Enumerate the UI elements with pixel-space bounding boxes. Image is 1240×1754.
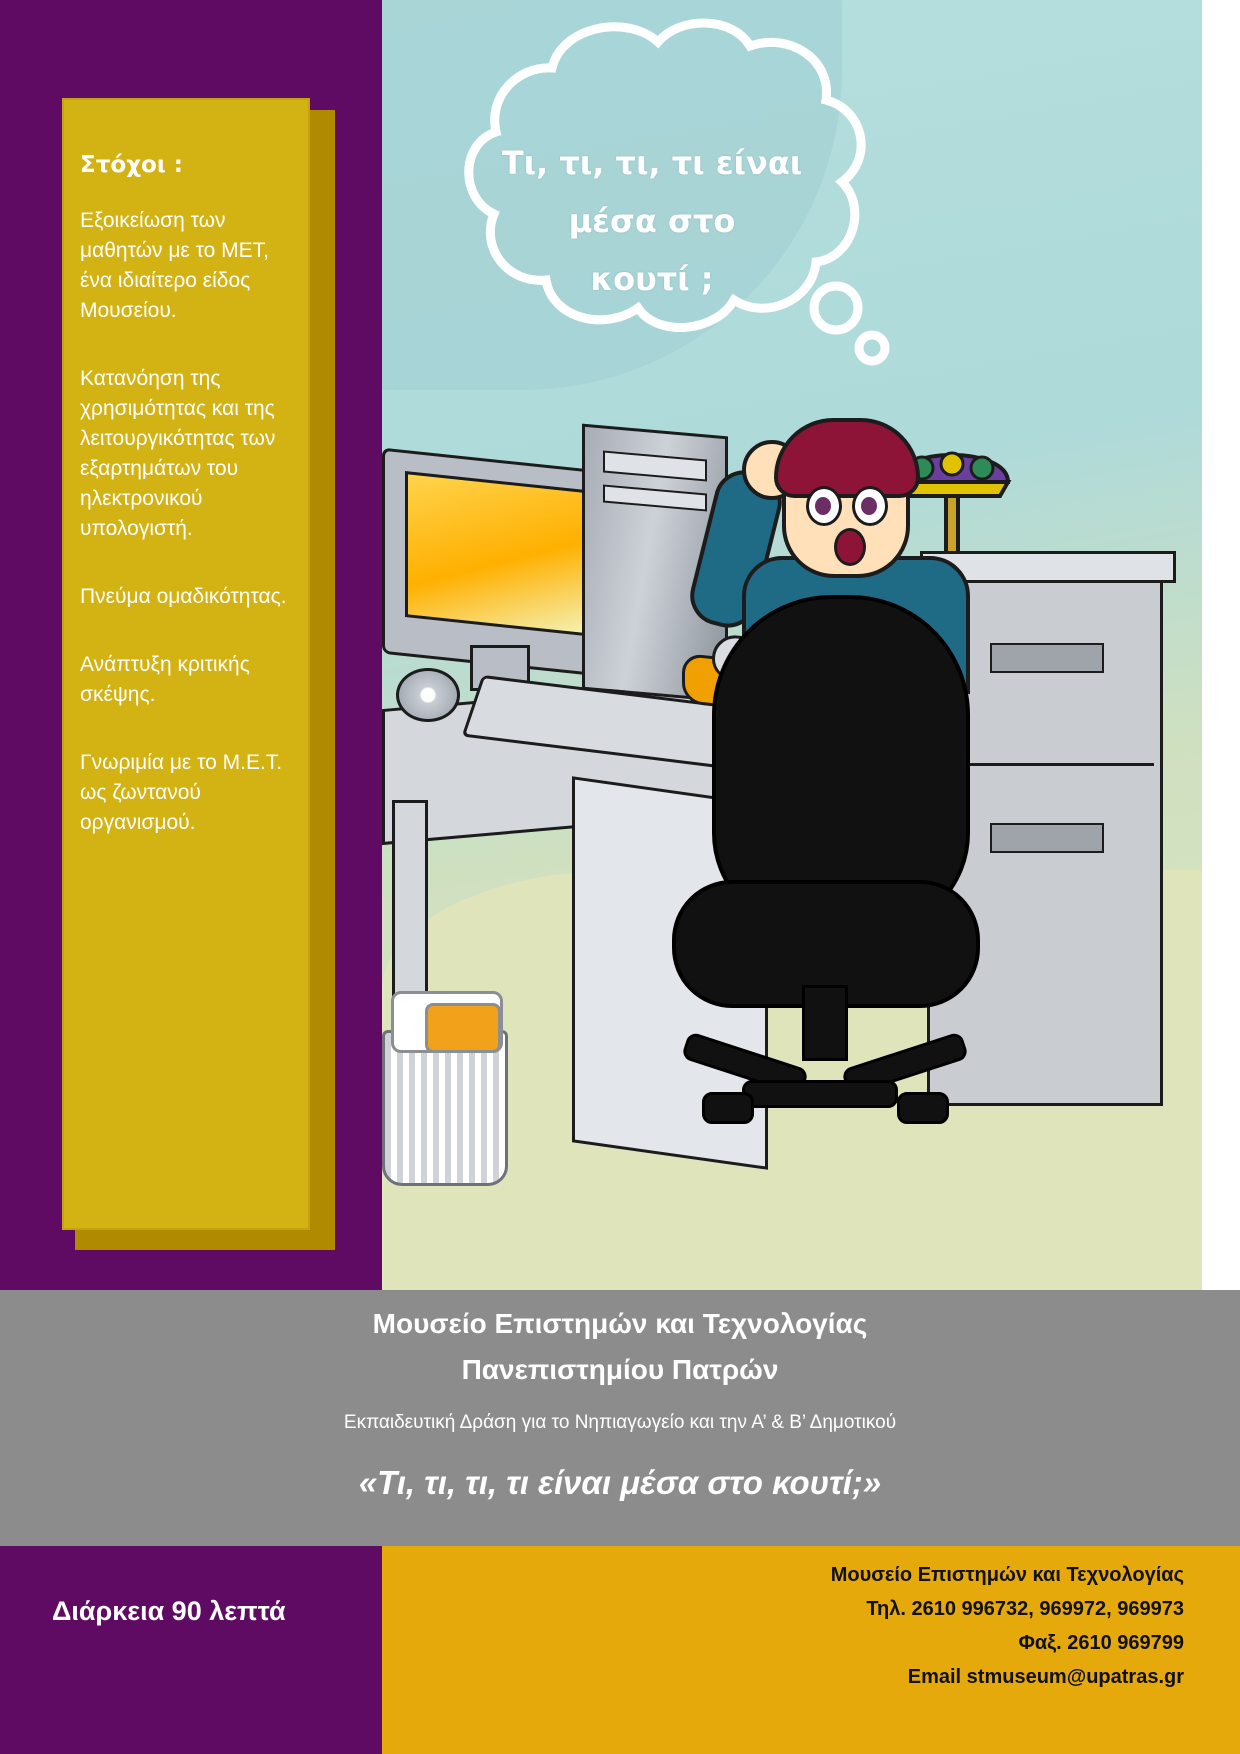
contact-line-2: Τηλ. 2610 996732, 969972, 969973 [866,1598,1184,1620]
character-mouth [834,528,866,566]
banner-subtitle: Εκπαιδευτική Δράση για το Νηπιαγωγείο και την Α’ & Β’ Δημοτικού [343,1412,897,1433]
contact-line-1: Μουσείο Επιστημών και Τεχνολογίας [830,1564,1184,1586]
banner-headline: «Τι, τι, τι, τι είναι μέσα στο κουτί;» [358,1464,882,1501]
bubble-line-2: μέσα στο [568,202,736,240]
duration-label: Διάρκεια 90 λεπτά [52,1596,286,1626]
illustration-scene [382,0,1202,1290]
museum-name-line-1: Μουσείο Επιστημών και Τεχνολογίας [372,1308,868,1339]
chair-legs [682,1030,972,1120]
contact-line-4: Email stmuseum@upatras.gr [907,1666,1184,1688]
right-white-margin [1202,0,1240,1290]
character-eye-left [806,486,842,526]
contact-info [382,1546,1240,1694]
thought-bubble [412,8,892,408]
monitor-screen [405,471,586,636]
goal-item-3: Πνεύμα ομαδικότητας. [80,585,287,608]
cd-disc-icon [396,668,460,722]
goal-item-2: Κατανόηση της χρησιμότητας και της λειτουργικότητας των εξαρτημάτων του ηλεκτρονικού υπολογιστή. [80,367,276,540]
museum-name-line-2: Πανεπιστημίου Πατρών [461,1354,779,1385]
contact-line-3: Φαξ. 2610 969799 [1018,1632,1184,1654]
tower-drive-bay [603,450,707,481]
goal-item-4: Ανάπτυξη κριτικής σκέψης. [80,653,250,706]
wastebasket-icon [382,1030,508,1186]
goals-title: Στόχοι : [80,152,183,178]
goal-item-1: Εξοικείωση των μαθητών με το ΜΕΤ, ένα ιδιαίτερο είδος Μουσείου. [80,209,269,322]
character-eye-right [852,486,888,526]
footer-right-block [382,1546,1240,1754]
title-banner [0,1290,1240,1546]
goal-item-5: Γνωριμία με το Μ.Ε.Τ. ως ζωντανού οργανισμού. [80,751,283,834]
bubble-line-1: Τι, τι, τι, τι είναι [501,144,803,182]
crumpled-paper-2 [425,1003,501,1053]
footer-strip [0,1546,1240,1754]
cabinet-handle-lower [990,823,1104,853]
cabinet-handle-upper [990,643,1104,673]
thought-bubble-text [412,134,892,308]
footer-left-block [0,1546,382,1754]
tower-drive-bay-2 [603,484,707,511]
bubble-line-3: κουτί ; [590,260,714,298]
goals-box [62,98,310,1230]
